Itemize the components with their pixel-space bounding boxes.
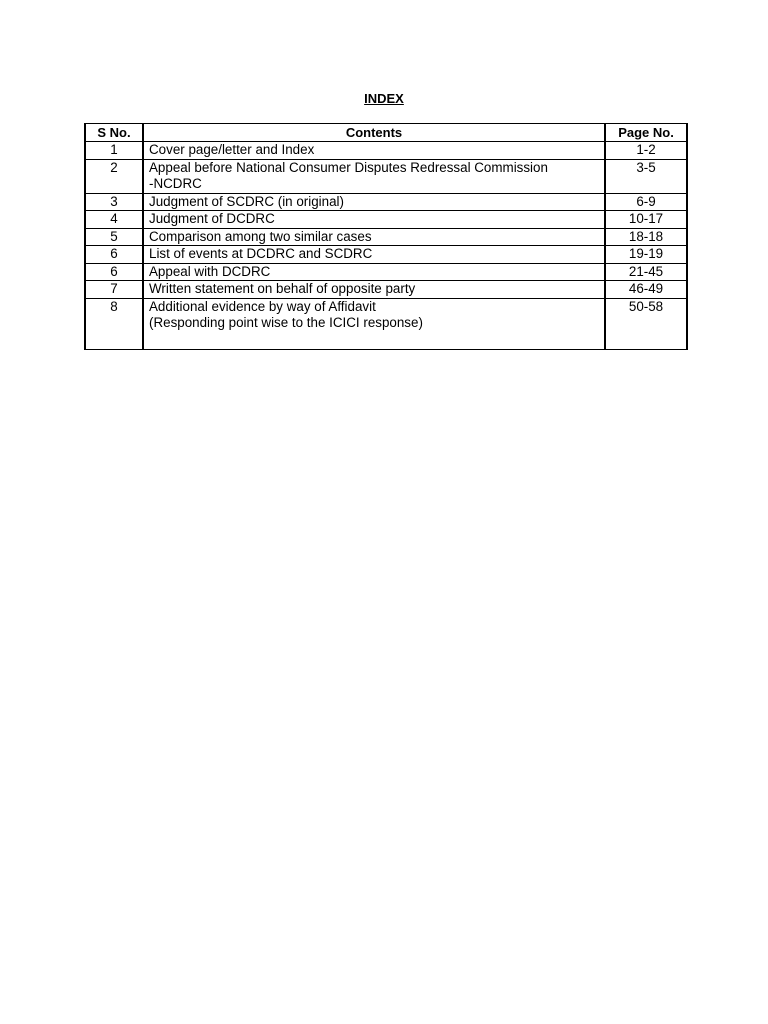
table-row (85, 263, 687, 281)
row-contents (143, 142, 605, 160)
page-title: INDEX (364, 91, 404, 106)
row-page: 10-17 (605, 211, 687, 229)
table-row (85, 159, 687, 193)
row-contents-line: -NCDRC (149, 176, 202, 191)
table-row (85, 228, 687, 246)
row-sno: 8 (85, 298, 143, 349)
row-page: 1-2 (605, 142, 687, 160)
column-header-sno: S No. (85, 124, 143, 142)
row-sno: 6 (85, 263, 143, 281)
row-contents-line: Judgment of DCDRC (149, 211, 275, 226)
row-page: 50-58 (605, 298, 687, 349)
row-contents-line: Written statement on behalf of opposite party (149, 281, 416, 296)
row-contents-line: Additional evidence by way of Affidavit (149, 298, 376, 314)
row-page: 18-18 (605, 228, 687, 246)
row-contents (143, 159, 605, 193)
row-contents-line: Cover page/letter and Index (149, 142, 315, 157)
row-contents (143, 228, 605, 246)
row-contents-line: (Responding point wise to the ICICI response) (149, 315, 423, 330)
table-row (85, 142, 687, 160)
row-sno: 6 (85, 246, 143, 264)
row-sno: 7 (85, 281, 143, 299)
row-contents (143, 193, 605, 211)
row-contents-line: Appeal before National Consumer Disputes Redressal Commission (149, 159, 548, 175)
row-contents-line: Judgment of SCDRC (in original) (149, 193, 344, 209)
table-row (85, 281, 687, 299)
row-sno: 1 (85, 142, 143, 160)
row-page: 19-19 (605, 246, 687, 264)
row-sno: 2 (85, 159, 143, 193)
table-row (85, 193, 687, 211)
row-contents (143, 281, 605, 299)
row-contents-line: List of events at DCDRC and SCDRC (149, 246, 373, 261)
row-page: 21-45 (605, 263, 687, 281)
header-row (85, 124, 687, 142)
row-sno: 3 (85, 193, 143, 211)
row-contents (143, 211, 605, 229)
table-row (85, 211, 687, 229)
row-page: 46-49 (605, 281, 687, 299)
row-contents (143, 263, 605, 281)
row-contents (143, 246, 605, 264)
row-contents (143, 298, 605, 349)
column-header-page: Page No. (605, 124, 687, 142)
row-page: 6-9 (605, 193, 687, 211)
row-contents-line: Appeal with DCDRC (149, 263, 271, 279)
row-contents-line: Comparison among two similar cases (149, 228, 372, 244)
row-sno: 4 (85, 211, 143, 229)
column-header-contents: Contents (143, 124, 605, 142)
row-sno: 5 (85, 228, 143, 246)
index-table (84, 123, 688, 350)
table-row (85, 298, 687, 349)
row-page: 3-5 (605, 159, 687, 193)
table-body (85, 142, 687, 350)
table-header (85, 124, 687, 142)
table-row (85, 246, 687, 264)
